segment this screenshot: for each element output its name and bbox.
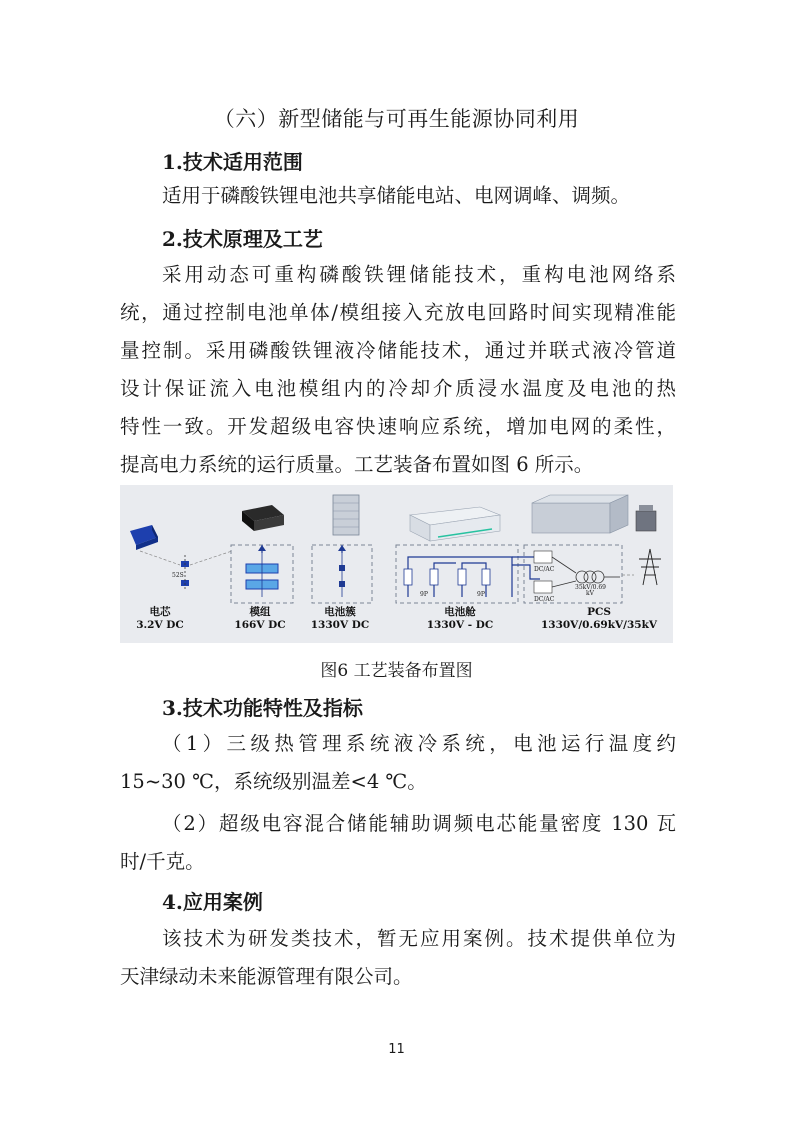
cluster-series-icon (339, 551, 345, 597)
text-line: 提高电力系统的运行质量。工艺装备布置如图 6 所示。 (120, 453, 594, 476)
power-tower-icon (639, 549, 661, 585)
text-line: （2）超级电容混合储能辅助调频电芯能量密度 130 瓦 (162, 812, 676, 835)
cell-count-label: 52S (172, 572, 184, 579)
paragraph-case (120, 920, 676, 996)
stage-name-cell: 电芯 (149, 606, 171, 618)
process-layout-figure (120, 485, 673, 643)
text-line: 特性一致。开发超级电容快速响应系统，增加电网的柔性， (120, 415, 676, 438)
parallel-label-b: 9P (477, 591, 485, 598)
stage-spec-cabin: 1330V - DC (426, 619, 494, 631)
transformer-label-1: 35kV/0.69 (575, 584, 606, 591)
text-line: 设计保证流入电池模组内的冷却介质浸水温度及电池的热 (120, 377, 676, 400)
stage-spec-pcs: 1330V/0.69kV/35kV (540, 619, 658, 631)
module-stack-icon (246, 551, 278, 597)
stage-spec-cluster: 1330V DC (310, 619, 370, 631)
transformer-icon (636, 505, 656, 531)
text-line: 该技术为研发类技术，暂无应用案例。技术提供单位为 (162, 927, 676, 950)
stage-name-cabin: 电池舱 (444, 606, 476, 618)
text-line: 适用于磷酸铁锂电池共享储能电站、电网调峰、调频。 (162, 184, 631, 207)
battery-rack-icon (333, 495, 359, 535)
stage-spec-cell: 3.2V DC (136, 619, 184, 631)
section-title: （六）新型储能与可再生能源协同利用 (213, 107, 580, 131)
heading-scope: 1.技术适用范围 (162, 150, 303, 174)
text-line: （1）三级热管理系统液冷系统，电池运行温度约 (162, 732, 676, 755)
paragraph-features-2 (120, 805, 676, 881)
text-line: 量控制。采用磷酸铁锂液冷储能技术，通过并联式液冷管道 (120, 339, 676, 362)
heading-principle: 2.技术原理及工艺 (162, 227, 323, 251)
transformer-symbol-icon (552, 557, 620, 587)
battery-cabin-icon (410, 507, 500, 541)
paragraph-principle (120, 256, 676, 484)
figure-caption: 图6 工艺装备布置图 (320, 661, 473, 681)
dcac-top-label: DC/AC (534, 566, 555, 573)
text-line: 时/千克。 (120, 850, 205, 873)
paragraph-features-1 (120, 725, 676, 801)
dcac-bottom-label: DC/AC (534, 596, 555, 603)
text-line: 统，通过控制电池单体/模组接入充放电回路时间实现精准能 (120, 301, 676, 324)
parallel-label-a: 9P (420, 591, 428, 598)
module-device-icon (242, 505, 284, 531)
heading-features: 3.技术功能特性及指标 (162, 696, 363, 720)
stage-name-cluster: 电池簇 (324, 606, 356, 618)
transformer-label-2: kV (586, 590, 594, 597)
stage-spec-module: 166V DC (234, 619, 286, 631)
paragraph-scope (162, 177, 676, 215)
page-number: 11 (388, 1042, 405, 1057)
text-line: 采用动态可重构磷酸铁锂储能技术，重构电池网络系 (162, 263, 676, 286)
pcs-building-icon (532, 495, 628, 533)
cabin-rack-icons (404, 569, 490, 585)
text-line: 天津绿动未来能源管理有限公司。 (120, 965, 413, 988)
cabin-box (396, 545, 518, 603)
battery-cell-icon (130, 525, 158, 550)
text-line: 15~30 ℃，系统级别温差<4 ℃。 (120, 770, 427, 793)
heading-case: 4.应用案例 (162, 890, 263, 914)
stage-name-module: 模组 (249, 606, 271, 618)
figure-diagram (120, 485, 673, 643)
stage-name-pcs: PCS (587, 606, 611, 618)
